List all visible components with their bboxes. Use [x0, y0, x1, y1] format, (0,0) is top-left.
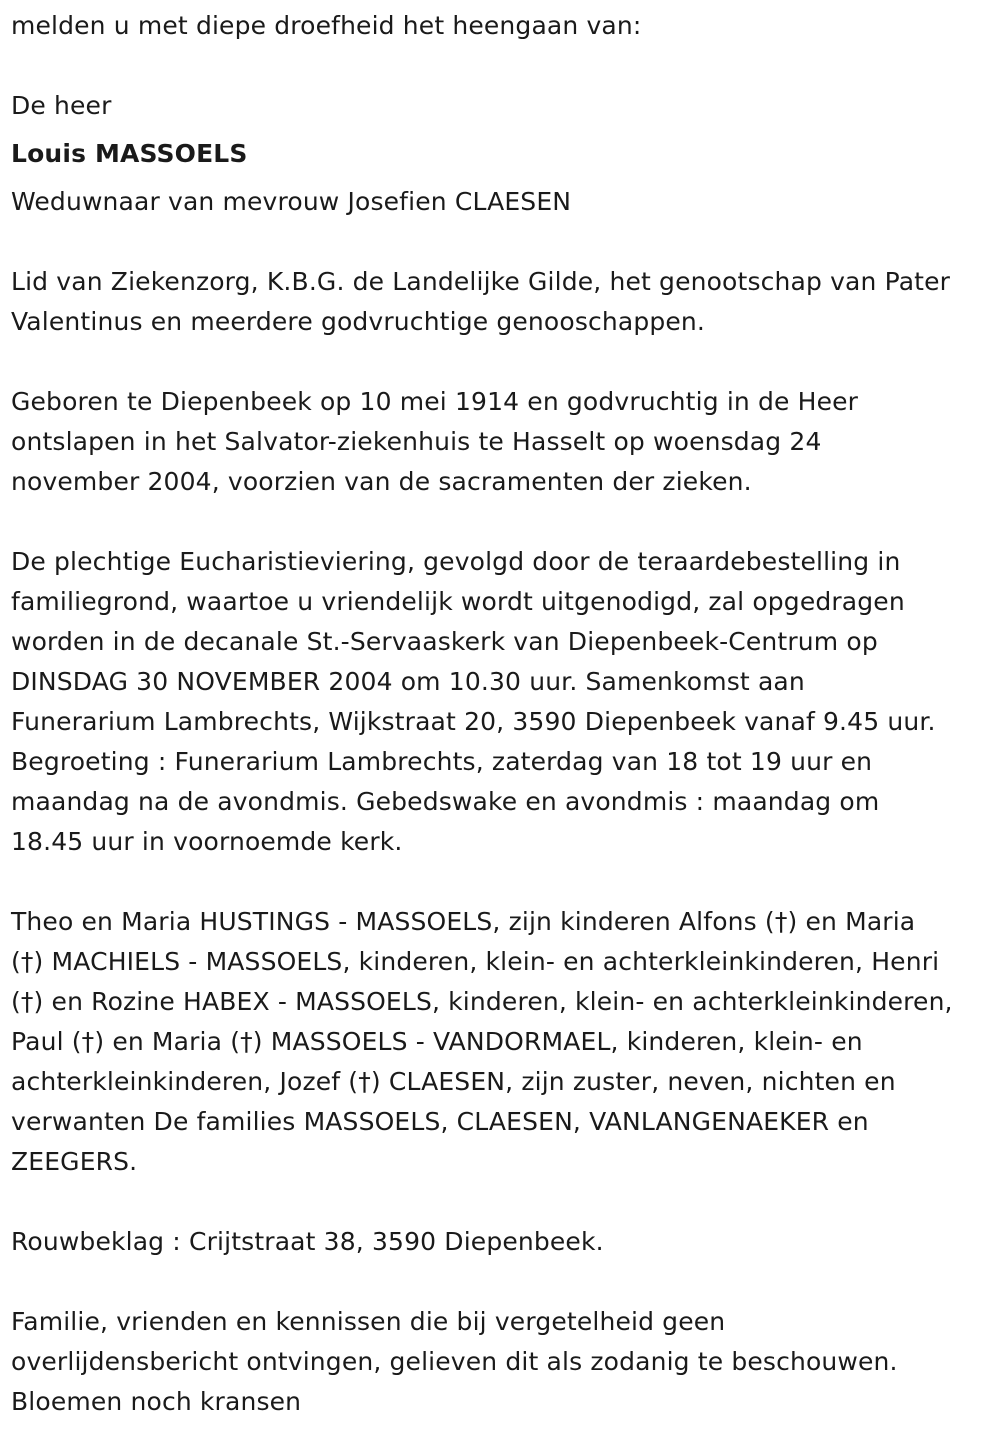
- ceremony-line: maandag na de avondmis. Gebedswake en avondmis : maandag om: [11, 787, 880, 816]
- ceremony-line: DINSDAG 30 NOVEMBER 2004 om 10.30 uur. Samenkomst aan: [11, 667, 805, 696]
- birth-death-line: ontslapen in het Salvator-ziekenhuis te Hasselt op woensdag 24: [11, 427, 822, 456]
- ceremony-line: familiegrond, waartoe u vriendelijk wordt uitgenodigd, zal opgedragen: [11, 587, 905, 616]
- closing-line: Bloemen noch kransen: [11, 1387, 302, 1416]
- membership-line: Valentinus en meerdere godvruchtige genooschappen.: [11, 307, 706, 336]
- deceased-name: Louis MASSOELS: [11, 139, 248, 168]
- closing-line: Familie, vrienden en kennissen die bij vergetelheid geen: [11, 1307, 726, 1336]
- birth-death-line: Geboren te Diepenbeek op 10 mei 1914 en godvruchtig in de Heer: [11, 387, 859, 416]
- intro-text: melden u met diepe droefheid het heengaan van:: [11, 11, 642, 40]
- family-line: Theo en Maria HUSTINGS - MASSOELS, zijn kinderen Alfons (†) en Maria: [11, 907, 916, 936]
- family-line: (†) en Rozine HABEX - MASSOELS, kinderen, klein- en achterkleinkinderen,: [11, 987, 953, 1016]
- family-line: Paul (†) en Maria (†) MASSOELS - VANDORMAEL, kinderen, klein- en: [11, 1027, 863, 1056]
- salutation: De heer: [11, 91, 112, 120]
- membership-line: Lid van Ziekenzorg, K.B.G. de Landelijke Gilde, het genootschap van Pater: [11, 267, 951, 296]
- ceremony-line: Begroeting : Funerarium Lambrechts, zaterdag van 18 tot 19 uur en: [11, 747, 873, 776]
- ceremony-line: De plechtige Eucharistieviering, gevolgd door de teraardebestelling in: [11, 547, 901, 576]
- family-line: ZEEGERS.: [11, 1147, 138, 1176]
- family-line: (†) MACHIELS - MASSOELS, kinderen, klein- en achterkleinkinderen, Henri: [11, 947, 940, 976]
- widower-of: Weduwnaar van mevrouw Josefien CLAESEN: [11, 187, 572, 216]
- family-line: verwanten De families MASSOELS, CLAESEN, VANLANGENAEKER en: [11, 1107, 869, 1136]
- condolence-address: Rouwbeklag : Crijtstraat 38, 3590 Diepenbeek.: [11, 1227, 604, 1256]
- ceremony-line: 18.45 uur in voornoemde kerk.: [11, 827, 403, 856]
- family-line: achterkleinkinderen, Jozef (†) CLAESEN, zijn zuster, neven, nichten en: [11, 1067, 896, 1096]
- closing-line: overlijdensbericht ontvingen, gelieven dit als zodanig te beschouwen.: [11, 1347, 898, 1376]
- ceremony-line: Funerarium Lambrechts, Wijkstraat 20, 3590 Diepenbeek vanaf 9.45 uur.: [11, 707, 936, 736]
- birth-death-line: november 2004, voorzien van de sacramenten der zieken.: [11, 467, 752, 496]
- ceremony-line: worden in de decanale St.-Servaaskerk van Diepenbeek-Centrum op: [11, 627, 878, 656]
